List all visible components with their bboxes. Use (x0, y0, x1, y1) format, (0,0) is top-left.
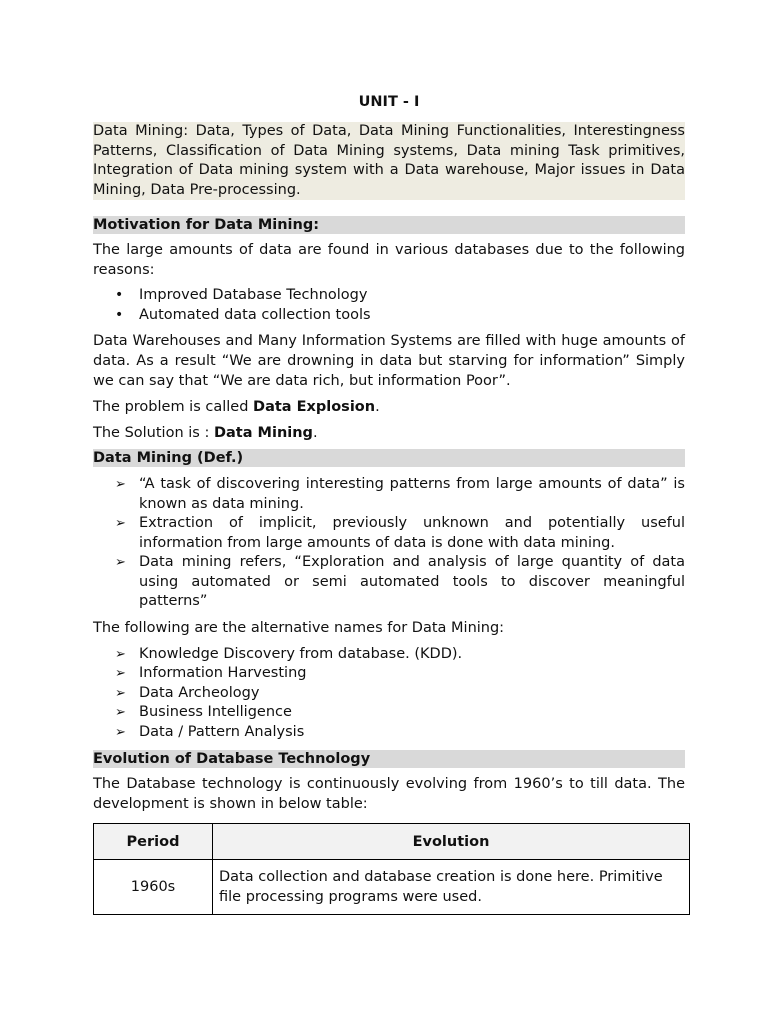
list-item: ➢ Business Intelligence (93, 703, 685, 723)
problem-term: Data Explosion (253, 399, 376, 415)
alternative-names-intro: The following are the alternative names for Data Mining: (93, 619, 505, 636)
arrow-bullet-icon: ➢ (115, 705, 126, 720)
definition-list (93, 475, 685, 612)
arrow-bullet-icon: ➢ (115, 555, 126, 570)
list-item: ➢ Data mining refers, “Exploration and analysis of large quantity of data using automated or semi automated tools to discover meaningful patterns” (115, 554, 685, 609)
evolution-cell: Data collection and database creation is done here. Primitive file processing programs were used. (213, 860, 690, 915)
bullet-icon: • (115, 287, 124, 303)
list-item: ➢ Information Harvesting (93, 664, 685, 684)
section-heading-evolution: Evolution of Database Technology (93, 750, 685, 768)
list-item: ➢ “A task of discovering interesting patterns from large amounts of data” is known as data mining. (115, 476, 685, 512)
arrow-bullet-icon: ➢ (115, 516, 126, 531)
motivation-intro: The large amounts of data are found in various databases due to the following reasons: (93, 242, 685, 278)
table-row (94, 860, 690, 915)
document-page (93, 92, 685, 915)
list-item: ➢ Data / Pattern Analysis (93, 723, 685, 743)
arrow-bullet-icon: ➢ (115, 666, 126, 681)
list-item: • Improved Database Technology (93, 286, 685, 306)
arrow-bullet-icon: ➢ (115, 685, 126, 701)
list-item: ➢ Data Archeology (93, 684, 685, 704)
bullet-icon: • (115, 306, 124, 323)
solution-term: Data Mining (213, 425, 313, 441)
reasons-list (93, 286, 685, 325)
column-header-period: Period (94, 824, 213, 860)
column-header-evolution: Evolution (213, 824, 690, 860)
motivation-paragraph: Data Warehouses and Many Information Systems are filled with huge amounts of data. As a result “We are drowning in data but starving for information” Simply we can say that “We are data rich, but information Poor”. (93, 333, 685, 389)
solution-statement: The Solution is : Data Mining. (93, 425, 318, 441)
arrow-bullet-icon: ➢ (115, 724, 126, 740)
arrow-bullet-icon: ➢ (115, 477, 126, 492)
table-header-row (94, 824, 690, 860)
syllabus-summary: Data Mining: Data, Types of Data, Data Mining Functionalities, Interestingness Patterns, Classification of Data Mining systems, Data mining Task primitives, Integration of Data mining system with a Data warehouse, Major issues in Data Mining, Data Pre-processing. (93, 122, 685, 200)
list-item: ➢ Extraction of implicit, previously unknown and potentially useful information from large amounts of data is done with data mining. (115, 515, 685, 551)
section-heading-motivation: Motivation for Data Mining: (93, 216, 685, 234)
evolution-table (93, 823, 690, 915)
page-title: UNIT - I (358, 94, 420, 110)
list-item: ➢ Knowledge Discovery from database. (KDD). (93, 645, 685, 665)
arrow-bullet-icon: ➢ (115, 646, 126, 662)
evolution-intro: The Database technology is continuously evolving from 1960’s to till data. The development is shown in below table: (93, 776, 685, 812)
list-item: • Automated data collection tools (93, 306, 685, 326)
problem-statement: The problem is called Data Explosion. (93, 399, 380, 415)
period-cell: 1960s (94, 860, 213, 915)
section-heading-definition: Data Mining (Def.) (93, 449, 685, 467)
alternative-names-list (93, 645, 685, 743)
